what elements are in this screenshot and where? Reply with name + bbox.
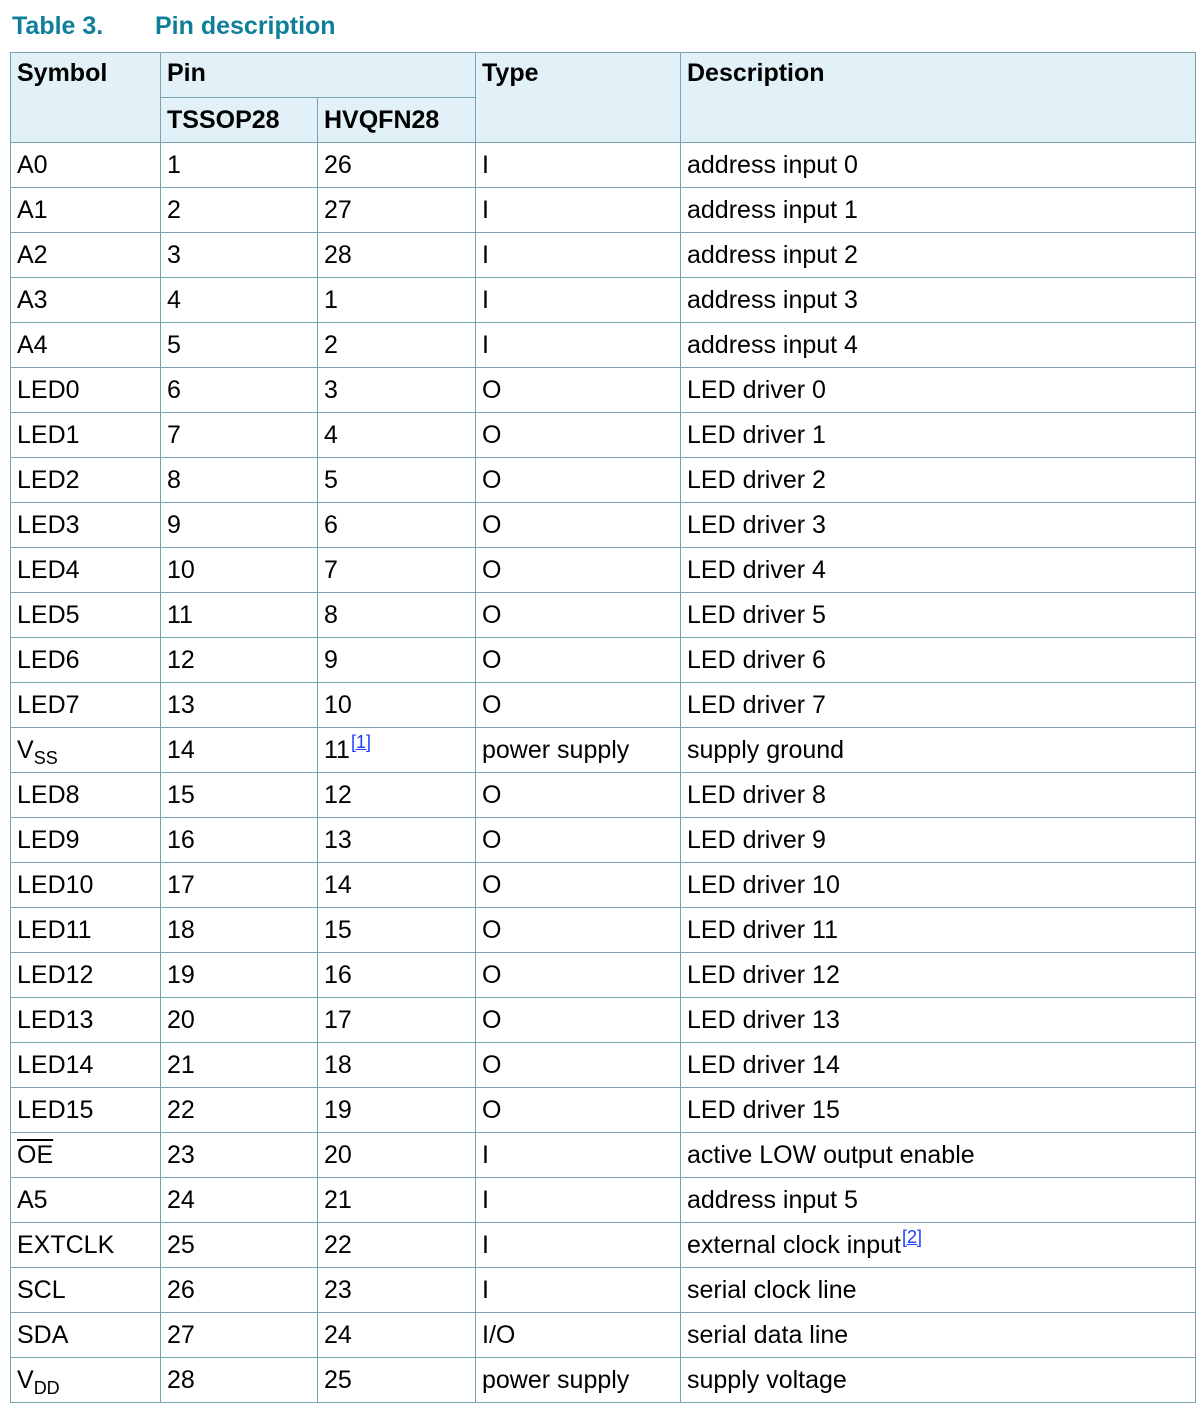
cell-symbol xyxy=(11,1313,161,1358)
cell-description xyxy=(681,1178,1196,1223)
cell-hvqfn28 xyxy=(318,1178,476,1223)
table-row xyxy=(11,593,1196,638)
hvqfn-text: 18 xyxy=(324,1050,352,1079)
pin-description-table xyxy=(10,52,1196,1403)
cell-tssop28: 5 xyxy=(161,323,318,368)
symbol-subscript: SS xyxy=(33,747,58,768)
hvqfn-text: 11 xyxy=(324,735,350,764)
description-text: LED driver 5 xyxy=(687,600,826,629)
symbol-text: LED2 xyxy=(17,465,80,494)
cell-tssop28: 26 xyxy=(161,1268,318,1313)
cell-hvqfn28 xyxy=(318,1313,476,1358)
description-text: supply voltage xyxy=(687,1365,847,1394)
cell-type: power supply xyxy=(476,728,681,773)
hvqfn-text: 15 xyxy=(324,915,352,944)
cell-description xyxy=(681,503,1196,548)
cell-type: O xyxy=(476,1088,681,1133)
table-row xyxy=(11,1268,1196,1313)
cell-hvqfn28 xyxy=(318,278,476,323)
cell-description xyxy=(681,1358,1196,1403)
cell-hvqfn28 xyxy=(318,323,476,368)
symbol-text: LED5 xyxy=(17,600,80,629)
table-row xyxy=(11,368,1196,413)
cell-hvqfn28 xyxy=(318,728,476,773)
cell-description xyxy=(681,548,1196,593)
table-caption xyxy=(12,12,336,44)
cell-tssop28: 15 xyxy=(161,773,318,818)
description-text: LED driver 2 xyxy=(687,465,826,494)
cell-symbol xyxy=(11,1268,161,1313)
symbol-text: LED4 xyxy=(17,555,80,584)
table-row xyxy=(11,953,1196,998)
table-row xyxy=(11,1358,1196,1403)
description-text: LED driver 11 xyxy=(687,915,838,944)
table-row xyxy=(11,548,1196,593)
hvqfn-text: 12 xyxy=(324,780,352,809)
cell-hvqfn28 xyxy=(318,548,476,593)
cell-description xyxy=(681,593,1196,638)
hvqfn-text: 8 xyxy=(324,600,338,629)
cell-symbol xyxy=(11,863,161,908)
cell-description xyxy=(681,1268,1196,1313)
description-text: address input 5 xyxy=(687,1185,858,1214)
cell-hvqfn28 xyxy=(318,1133,476,1178)
table-row xyxy=(11,1178,1196,1223)
cell-description xyxy=(681,638,1196,683)
cell-description xyxy=(681,188,1196,233)
cell-symbol xyxy=(11,413,161,458)
table-row xyxy=(11,863,1196,908)
cell-type: I xyxy=(476,1268,681,1313)
hvqfn-text: 16 xyxy=(324,960,352,989)
table-row xyxy=(11,1043,1196,1088)
symbol-text: V xyxy=(17,1365,34,1394)
footnote-link[interactable]: [2] xyxy=(902,1226,923,1247)
description-text: external clock input xyxy=(687,1230,902,1259)
description-text: serial clock line xyxy=(687,1275,857,1304)
hvqfn-text: 5 xyxy=(324,465,338,494)
cell-hvqfn28 xyxy=(318,818,476,863)
description-text: address input 4 xyxy=(687,330,858,359)
cell-symbol xyxy=(11,638,161,683)
cell-type: O xyxy=(476,503,681,548)
table-row xyxy=(11,1313,1196,1358)
cell-symbol xyxy=(11,458,161,503)
description-text: LED driver 10 xyxy=(687,870,840,899)
table-body xyxy=(11,143,1196,1403)
cell-hvqfn28 xyxy=(318,638,476,683)
description-text: address input 1 xyxy=(687,195,858,224)
cell-description xyxy=(681,908,1196,953)
cell-symbol xyxy=(11,1088,161,1133)
symbol-text: A4 xyxy=(17,330,48,359)
cell-type: O xyxy=(476,998,681,1043)
cell-type: O xyxy=(476,368,681,413)
cell-type: I xyxy=(476,233,681,278)
cell-tssop28: 12 xyxy=(161,638,318,683)
cell-description xyxy=(681,278,1196,323)
hvqfn-text: 10 xyxy=(324,690,352,719)
cell-symbol xyxy=(11,548,161,593)
cell-description xyxy=(681,863,1196,908)
cell-symbol xyxy=(11,998,161,1043)
header-pin: Pin xyxy=(161,53,476,98)
header-tssop28: TSSOP28 xyxy=(161,98,318,143)
cell-description xyxy=(681,233,1196,278)
cell-type: I/O xyxy=(476,1313,681,1358)
cell-description xyxy=(681,728,1196,773)
table-row xyxy=(11,503,1196,548)
description-text: LED driver 9 xyxy=(687,825,826,854)
description-text: address input 3 xyxy=(687,285,858,314)
cell-hvqfn28 xyxy=(318,188,476,233)
cell-symbol xyxy=(11,1043,161,1088)
table-number: Table 3. xyxy=(12,12,104,40)
table-row xyxy=(11,1133,1196,1178)
symbol-text: SDA xyxy=(17,1320,69,1349)
cell-type: O xyxy=(476,1043,681,1088)
cell-symbol xyxy=(11,728,161,773)
cell-tssop28: 9 xyxy=(161,503,318,548)
table-row xyxy=(11,413,1196,458)
table-title: Pin description xyxy=(155,12,336,40)
description-text: LED driver 12 xyxy=(687,960,840,989)
hvqfn-text: 27 xyxy=(324,195,352,224)
cell-hvqfn28 xyxy=(318,1358,476,1403)
cell-tssop28: 17 xyxy=(161,863,318,908)
cell-tssop28: 10 xyxy=(161,548,318,593)
cell-hvqfn28 xyxy=(318,593,476,638)
cell-tssop28: 11 xyxy=(161,593,318,638)
cell-symbol xyxy=(11,1178,161,1223)
cell-type: O xyxy=(476,638,681,683)
cell-description xyxy=(681,1088,1196,1133)
description-text: address input 0 xyxy=(687,150,858,179)
symbol-text: LED0 xyxy=(17,375,80,404)
symbol-text: V xyxy=(17,735,34,764)
cell-symbol xyxy=(11,773,161,818)
cell-tssop28: 2 xyxy=(161,188,318,233)
cell-tssop28: 8 xyxy=(161,458,318,503)
cell-type: I xyxy=(476,1133,681,1178)
cell-hvqfn28 xyxy=(318,908,476,953)
cell-hvqfn28 xyxy=(318,1043,476,1088)
cell-description xyxy=(681,998,1196,1043)
symbol-text: LED1 xyxy=(17,420,80,449)
cell-hvqfn28 xyxy=(318,233,476,278)
cell-tssop28: 20 xyxy=(161,998,318,1043)
description-text: LED driver 6 xyxy=(687,645,826,674)
cell-symbol xyxy=(11,233,161,278)
cell-symbol xyxy=(11,593,161,638)
table-row xyxy=(11,1088,1196,1133)
cell-symbol xyxy=(11,818,161,863)
cell-hvqfn28 xyxy=(318,458,476,503)
cell-tssop28: 14 xyxy=(161,728,318,773)
cell-symbol xyxy=(11,368,161,413)
table-row xyxy=(11,278,1196,323)
header-symbol: Symbol xyxy=(11,53,161,143)
cell-hvqfn28 xyxy=(318,773,476,818)
cell-symbol xyxy=(11,1133,161,1178)
cell-symbol xyxy=(11,143,161,188)
cell-description xyxy=(681,1313,1196,1358)
hvqfn-text: 3 xyxy=(324,375,338,404)
cell-description xyxy=(681,773,1196,818)
table-row xyxy=(11,998,1196,1043)
cell-tssop28: 23 xyxy=(161,1133,318,1178)
table-row xyxy=(11,458,1196,503)
hvqfn-text: 7 xyxy=(324,555,338,584)
cell-description xyxy=(681,1223,1196,1268)
hvqfn-text: 25 xyxy=(324,1365,352,1394)
description-text: active LOW output enable xyxy=(687,1140,975,1169)
cell-symbol xyxy=(11,188,161,233)
table-row xyxy=(11,188,1196,233)
symbol-text: LED14 xyxy=(17,1050,94,1079)
cell-type: I xyxy=(476,1223,681,1268)
hvqfn-text: 24 xyxy=(324,1320,352,1349)
description-text: LED driver 0 xyxy=(687,375,826,404)
cell-tssop28: 25 xyxy=(161,1223,318,1268)
cell-hvqfn28 xyxy=(318,368,476,413)
cell-tssop28: 18 xyxy=(161,908,318,953)
symbol-text: $\overline{OE}$ xyxy=(17,1140,54,1169)
hvqfn-text: 17 xyxy=(324,1005,352,1034)
cell-tssop28: 28 xyxy=(161,1358,318,1403)
cell-type: I xyxy=(476,143,681,188)
cell-tssop28: 21 xyxy=(161,1043,318,1088)
cell-type: O xyxy=(476,683,681,728)
cell-symbol xyxy=(11,278,161,323)
symbol-text: LED15 xyxy=(17,1095,94,1124)
cell-type: O xyxy=(476,458,681,503)
description-text: LED driver 13 xyxy=(687,1005,840,1034)
symbol-text: SCL xyxy=(17,1275,66,1304)
header-type: Type xyxy=(476,53,681,143)
symbol-text: A5 xyxy=(17,1185,48,1214)
description-text: serial data line xyxy=(687,1320,849,1349)
hvqfn-text: 26 xyxy=(324,150,352,179)
footnote-link[interactable]: [1] xyxy=(350,731,371,752)
cell-symbol xyxy=(11,323,161,368)
hvqfn-text: 19 xyxy=(324,1095,352,1124)
cell-type: power supply xyxy=(476,1358,681,1403)
table-row xyxy=(11,728,1196,773)
cell-tssop28: 19 xyxy=(161,953,318,998)
symbol-text: LED7 xyxy=(17,690,80,719)
description-text: supply ground xyxy=(687,735,845,764)
cell-tssop28: 16 xyxy=(161,818,318,863)
cell-hvqfn28 xyxy=(318,143,476,188)
hvqfn-text: 28 xyxy=(324,240,352,269)
cell-tssop28: 4 xyxy=(161,278,318,323)
description-text: LED driver 15 xyxy=(687,1095,840,1124)
table-row xyxy=(11,233,1196,278)
cell-tssop28: 6 xyxy=(161,368,318,413)
symbol-text: LED10 xyxy=(17,870,94,899)
symbol-text: LED9 xyxy=(17,825,80,854)
cell-symbol xyxy=(11,953,161,998)
cell-symbol xyxy=(11,908,161,953)
cell-type: O xyxy=(476,593,681,638)
hvqfn-text: 4 xyxy=(324,420,338,449)
symbol-text: LED6 xyxy=(17,645,80,674)
cell-type: O xyxy=(476,908,681,953)
symbol-text: LED12 xyxy=(17,960,94,989)
cell-hvqfn28 xyxy=(318,998,476,1043)
table-row xyxy=(11,638,1196,683)
cell-type: I xyxy=(476,278,681,323)
symbol-text: LED13 xyxy=(17,1005,94,1034)
cell-tssop28: 27 xyxy=(161,1313,318,1358)
cell-type: O xyxy=(476,863,681,908)
cell-type: I xyxy=(476,1178,681,1223)
cell-tssop28: 3 xyxy=(161,233,318,278)
description-text: LED driver 3 xyxy=(687,510,826,539)
symbol-text: A2 xyxy=(17,240,48,269)
symbol-text: LED8 xyxy=(17,780,80,809)
symbol-subscript: DD xyxy=(33,1377,60,1398)
symbol-text: LED11 xyxy=(17,915,92,944)
cell-hvqfn28 xyxy=(318,1268,476,1313)
description-text: LED driver 4 xyxy=(687,555,826,584)
symbol-text: A0 xyxy=(17,150,48,179)
hvqfn-text: 22 xyxy=(324,1230,352,1259)
hvqfn-text: 14 xyxy=(324,870,352,899)
cell-hvqfn28 xyxy=(318,1088,476,1133)
symbol-text: A1 xyxy=(17,195,48,224)
cell-tssop28: 1 xyxy=(161,143,318,188)
hvqfn-text: 20 xyxy=(324,1140,352,1169)
cell-type: O xyxy=(476,548,681,593)
hvqfn-text: 13 xyxy=(324,825,352,854)
cell-description xyxy=(681,323,1196,368)
cell-symbol xyxy=(11,503,161,548)
table-row xyxy=(11,323,1196,368)
cell-description xyxy=(681,1043,1196,1088)
hvqfn-text: 1 xyxy=(324,285,338,314)
description-text: LED driver 7 xyxy=(687,690,826,719)
cell-description xyxy=(681,953,1196,998)
table-row xyxy=(11,773,1196,818)
description-text: LED driver 1 xyxy=(687,420,826,449)
hvqfn-text: 6 xyxy=(324,510,338,539)
cell-hvqfn28 xyxy=(318,863,476,908)
symbol-text: LED3 xyxy=(17,510,80,539)
cell-tssop28: 24 xyxy=(161,1178,318,1223)
table-row xyxy=(11,1223,1196,1268)
cell-description xyxy=(681,683,1196,728)
table-row xyxy=(11,908,1196,953)
cell-tssop28: 22 xyxy=(161,1088,318,1133)
symbol-text: A3 xyxy=(17,285,48,314)
hvqfn-text: 21 xyxy=(324,1185,352,1214)
cell-symbol xyxy=(11,683,161,728)
cell-tssop28: 13 xyxy=(161,683,318,728)
cell-type: O xyxy=(476,413,681,458)
cell-description xyxy=(681,1133,1196,1178)
description-text: LED driver 8 xyxy=(687,780,826,809)
cell-hvqfn28 xyxy=(318,503,476,548)
hvqfn-text: 2 xyxy=(324,330,338,359)
hvqfn-text: 9 xyxy=(324,645,338,674)
cell-type: I xyxy=(476,323,681,368)
table-row xyxy=(11,818,1196,863)
table-row xyxy=(11,683,1196,728)
cell-description xyxy=(681,458,1196,503)
cell-type: O xyxy=(476,953,681,998)
cell-type: I xyxy=(476,188,681,233)
cell-hvqfn28 xyxy=(318,953,476,998)
cell-tssop28: 7 xyxy=(161,413,318,458)
cell-symbol xyxy=(11,1358,161,1403)
cell-hvqfn28 xyxy=(318,1223,476,1268)
table-row xyxy=(11,143,1196,188)
description-text: address input 2 xyxy=(687,240,858,269)
cell-description xyxy=(681,413,1196,458)
cell-hvqfn28 xyxy=(318,413,476,458)
hvqfn-text: 23 xyxy=(324,1275,352,1304)
cell-hvqfn28 xyxy=(318,683,476,728)
cell-description xyxy=(681,818,1196,863)
cell-type: O xyxy=(476,773,681,818)
symbol-text: EXTCLK xyxy=(17,1230,115,1259)
header-hvqfn28: HVQFN28 xyxy=(318,98,476,143)
cell-description xyxy=(681,143,1196,188)
cell-type: O xyxy=(476,818,681,863)
cell-symbol xyxy=(11,1223,161,1268)
description-text: LED driver 14 xyxy=(687,1050,840,1079)
cell-description xyxy=(681,368,1196,413)
header-description: Description xyxy=(681,53,1196,143)
